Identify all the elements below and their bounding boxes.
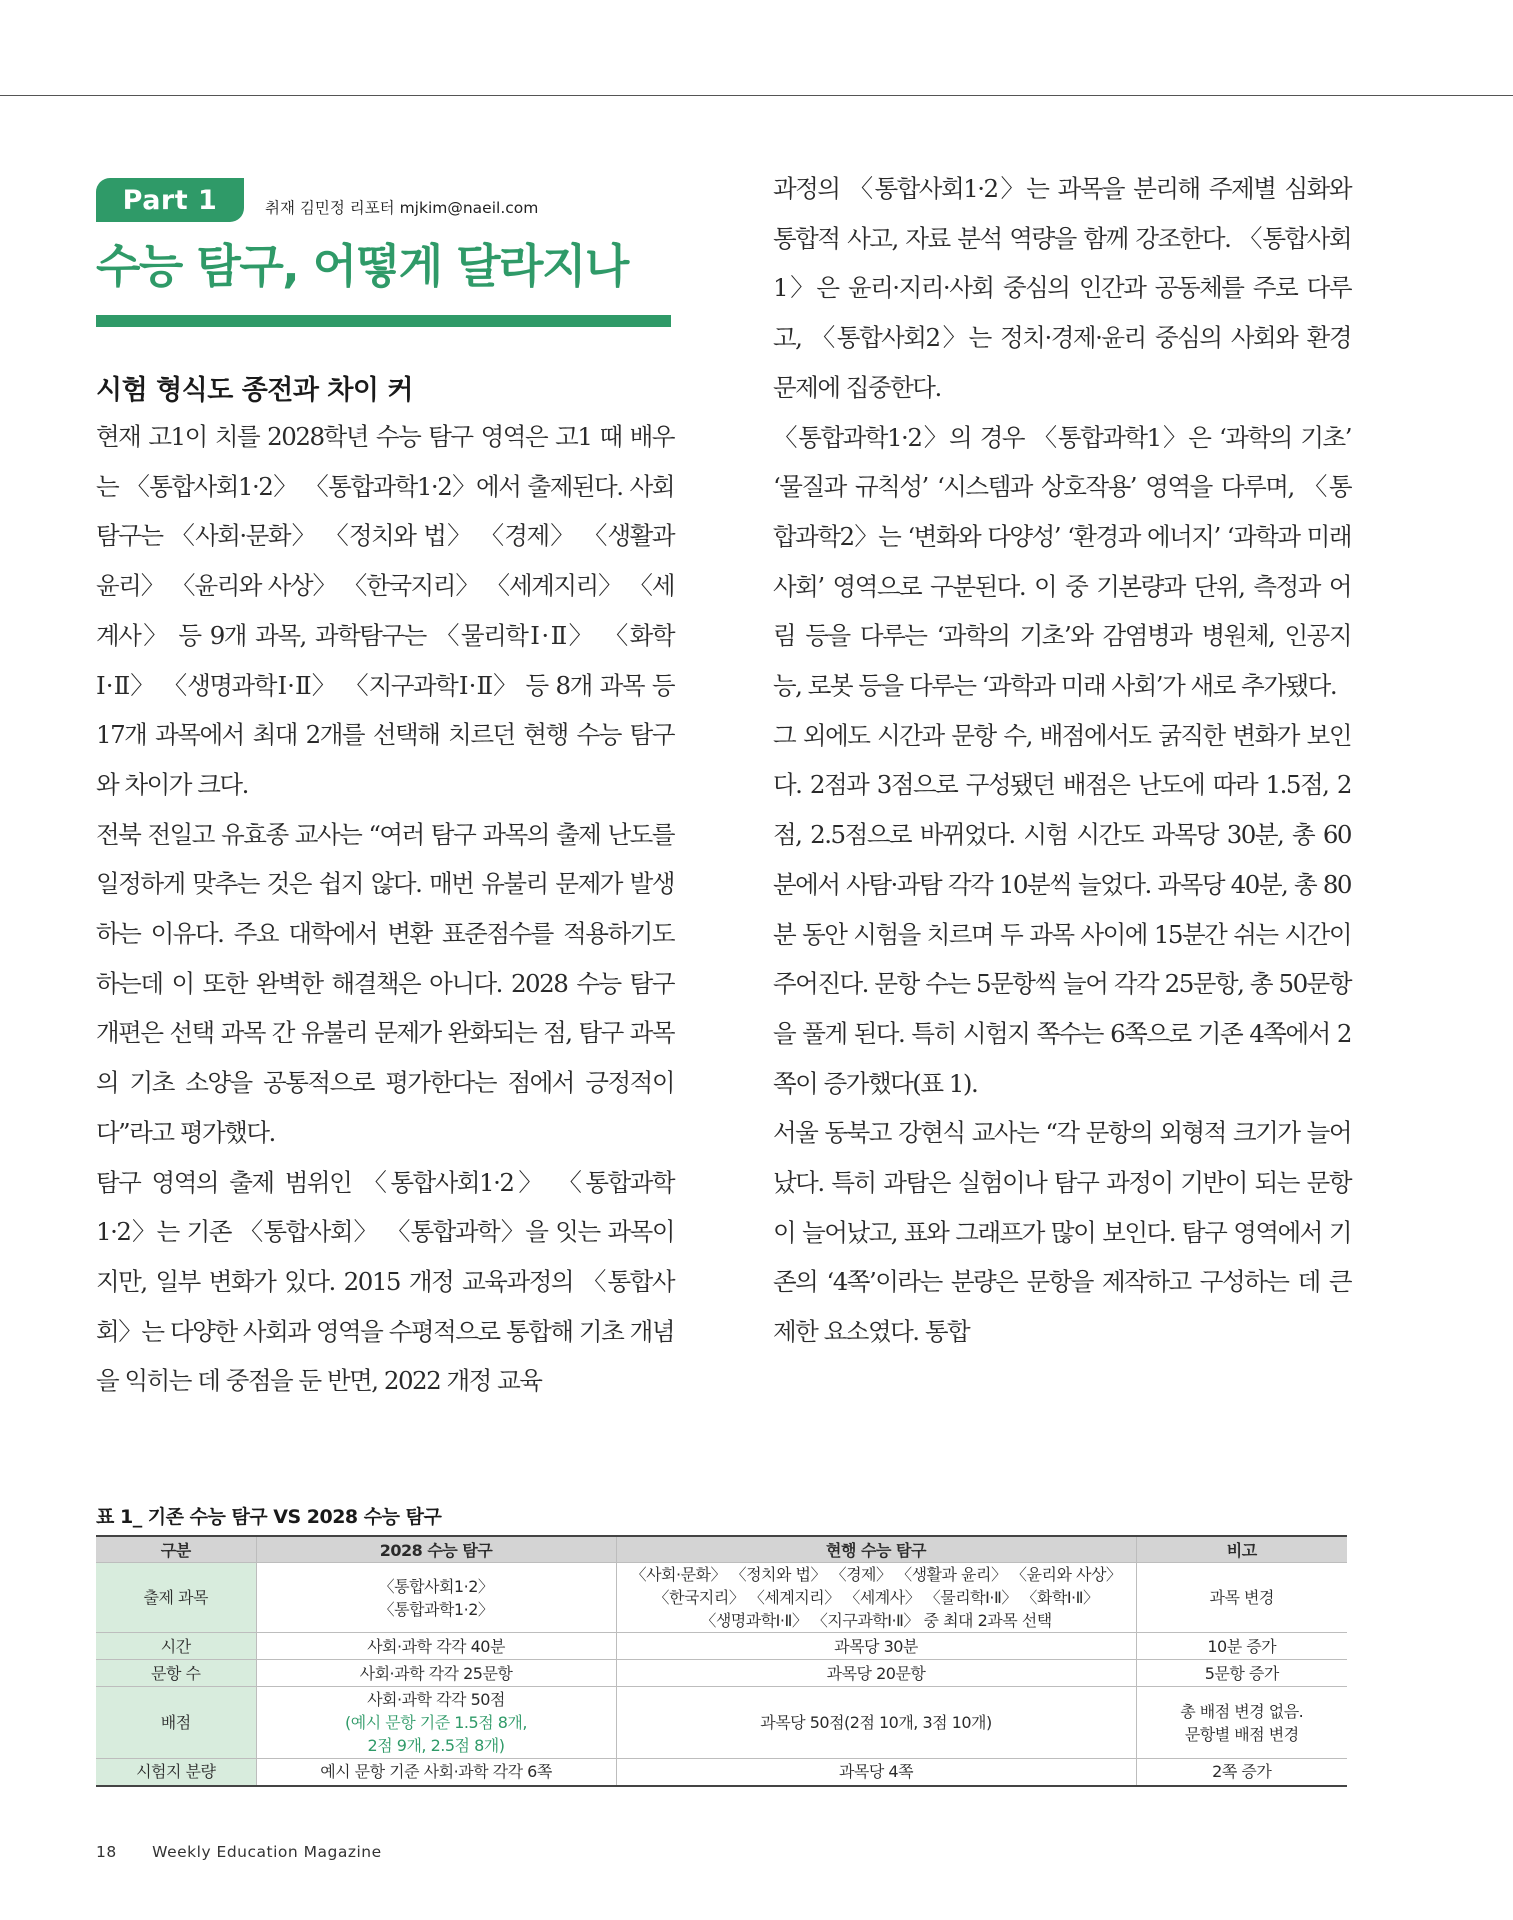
cell-2028: 〈통합사회1·2〉 〈통합과학1·2〉 [256,1563,616,1633]
top-rule [0,95,1513,96]
table-header-row [96,1536,1347,1563]
paragraph: 탐구 영역의 출제 범위인 〈통합사회1·2〉 〈통합과학 1·2〉는 기존 〈통합사회〉 〈통합과학〉을 잇는 과목이지만, 일부 변화가 있다. 2015 개정 교육과정의 〈통합사회〉는 다양한 사회과 영역을 수평적으로 통합해 기초 개념을 익히는 데 중점을 둔 반면, 2022 개정 교육 [96,1167,674,1396]
cell-current: 과목당 20문항 [616,1660,1136,1687]
cell-2028: 사회·과학 각각 40분 [256,1633,616,1660]
cell-current: 과목당 4쪽 [616,1759,1136,1786]
column-header: 2028 수능 탐구 [256,1536,616,1563]
paragraph: 전북 전일고 유효종 교사는 “여러 탐구 과목의 출제 난도를 일정하게 맞추는 것은 쉽지 않다. 매번 유불리 문제가 발생하는 이유다. 주요 대학에서 변환 표준점수를 적용하기도 하는데 이 또한 완벽한 해결책은 아니다. 2028 수능 탐구 개편은 선택 과목 간 유불리 문제가 완화되는 점, 탐구 과목의 기초 소양을 공통적으로 평가한다는 점에서 긍정적이다”라고 평가했다. [96,819,674,1147]
article-left-column [96,412,674,1406]
table-row [96,1633,1347,1660]
highlight-text: 2점 9개, 2.5점 8개) [367,1736,505,1755]
cell-2028: 예시 문항 기준 사회·과학 각각 6쪽 [256,1759,616,1786]
magazine-name: Weekly Education Magazine [152,1843,382,1861]
byline: 취재 김민정 리포터 mjkim@naeil.com [265,199,539,217]
paragraph: 현재 고1이 치를 2028학년 수능 탐구 영역은 고1 때 배우는 〈통합사회1·2〉 〈통합과학1·2〉에서 출제된다. 사회탐구는 〈사회·문화〉 〈정치와 법〉 〈경제〉 〈생활과 윤리〉 〈윤리와 사상〉 〈한국지리〉 〈세계지리〉 〈세계사〉 등 9개 과목, 과학탐구는 〈물리학Ⅰ·Ⅱ〉 〈화학 Ⅰ·Ⅱ〉 〈생명과학Ⅰ·Ⅱ〉 〈지구과학Ⅰ·Ⅱ〉 등 8개 과목 등 17개 과목에서 최대 2개를 선택해 치르던 현행 수능 탐구와 차이가 크다. [96,422,674,799]
cell-note: 10분 증가 [1136,1633,1347,1660]
page-footer [96,1843,382,1861]
headline: 수능 탐구, 어떻게 달라지나 [96,239,628,293]
subhead: 시험 형식도 종전과 차이 커 [96,375,414,406]
column-header: 현행 수능 탐구 [616,1536,1136,1563]
row-label: 시간 [96,1633,256,1660]
cell-note: 과목 변경 [1136,1563,1347,1633]
paragraph: 서울 동북고 강현식 교사는 “각 문항의 외형적 크기가 늘어났다. 특히 과탐은 실험이나 탐구 과정이 기반이 되는 문항이 늘어났고, 표와 그래프가 많이 보인다. 탐구 영역에서 기존의 ‘4쪽’이라는 분량은 문항을 제작하고 구성하는 데 큰 제한 요소였다. 통합 [773,1118,1351,1347]
comparison-table [96,1535,1347,1787]
cell-current: 〈사회·문화〉 〈정치와 법〉 〈경제〉 〈생활과 윤리〉 〈윤리와 사상〉 〈한국지리〉 〈세계지리〉 〈세계사〉 〈물리학Ⅰ·Ⅱ〉 〈화학Ⅰ·Ⅱ〉 〈생명과학Ⅰ·Ⅱ〉 〈지구과학Ⅰ·Ⅱ〉 중 최대 2과목 선택 [616,1563,1136,1633]
cell-note: 총 배점 변경 없음. 문항별 배점 변경 [1136,1687,1347,1759]
paragraph: 〈통합과학1·2〉의 경우 〈통합과학1〉은 ‘과학의 기초’ ‘물질과 규칙성’ ‘시스템과 상호작용’ 영역을 다루며, 〈통합과학2〉는 ‘변화와 다양성’ ‘환경과 에너지’ ‘과학과 미래 사회’ 영역으로 구분된다. 이 중 기본량과 단위, 측정과 어림 등을 다루는 ‘과학의 기초’와 감염병과 병원체, 인공지능, 로봇 등을 다루는 ‘과학과 미래 사회’가 새로 추가됐다. [773,422,1351,701]
row-label: 시험지 분량 [96,1759,256,1786]
paragraph: 과정의 〈통합사회1·2〉는 과목을 분리해 주제별 심화와 통합적 사고, 자료 분석 역량을 함께 강조한다. 〈통합사회1〉은 윤리·지리·사회 중심의 인간과 공동체를 주로 다루고, 〈통합사회2〉는 정치·경제·윤리 중심의 사회와 환경 문제에 집중한다. [773,174,1351,402]
table-row [96,1660,1347,1687]
table-title: 표 1_ 기존 수능 탐구 VS 2028 수능 탐구 [96,1506,442,1528]
part-badge: Part 1 [96,178,244,222]
cell-current: 과목당 50점(2점 10개, 3점 10개) [616,1687,1136,1759]
cell-current: 과목당 30분 [616,1633,1136,1660]
row-label: 문항 수 [96,1660,256,1687]
table-row [96,1687,1347,1759]
headline-underline [96,315,671,327]
page-number: 18 [96,1843,117,1861]
row-label: 출제 과목 [96,1563,256,1633]
cell-note: 5문항 증가 [1136,1660,1347,1687]
cell-2028: 사회·과학 각각 25문항 [256,1660,616,1687]
highlight-text: (예시 문항 기준 1.5점 8개, [345,1713,527,1732]
table-row [96,1563,1347,1633]
table-row [96,1759,1347,1786]
cell-note: 2쪽 증가 [1136,1759,1347,1786]
row-label: 배점 [96,1687,256,1759]
cell-2028: 사회·과학 각각 50점 (예시 문항 기준 1.5점 8개, 2점 9개, 2.5점 8개) [256,1687,616,1759]
paragraph: 그 외에도 시간과 문항 수, 배점에서도 굵직한 변화가 보인다. 2점과 3점으로 구성됐던 배점은 난도에 따라 1.5점, 2점, 2.5점으로 바뀌었다. 시험 시간도 과목당 30분, 총 60분에서 사탐·과탐 각각 10분씩 늘었다. 과목당 40분, 총 80분 동안 시험을 치르며 두 과목 사이에 15분간 쉬는 시간이 주어진다. 문항 수는 5문항씩 늘어 각각 25문항, 총 50문항을 풀게 된다. 특히 시험지 쪽수는 6쪽으로 기존 4쪽에서 2쪽이 증가했다(표 1). [773,720,1351,1098]
column-header: 구분 [96,1536,256,1563]
article-right-column [773,164,1351,1357]
column-header: 비고 [1136,1536,1347,1563]
